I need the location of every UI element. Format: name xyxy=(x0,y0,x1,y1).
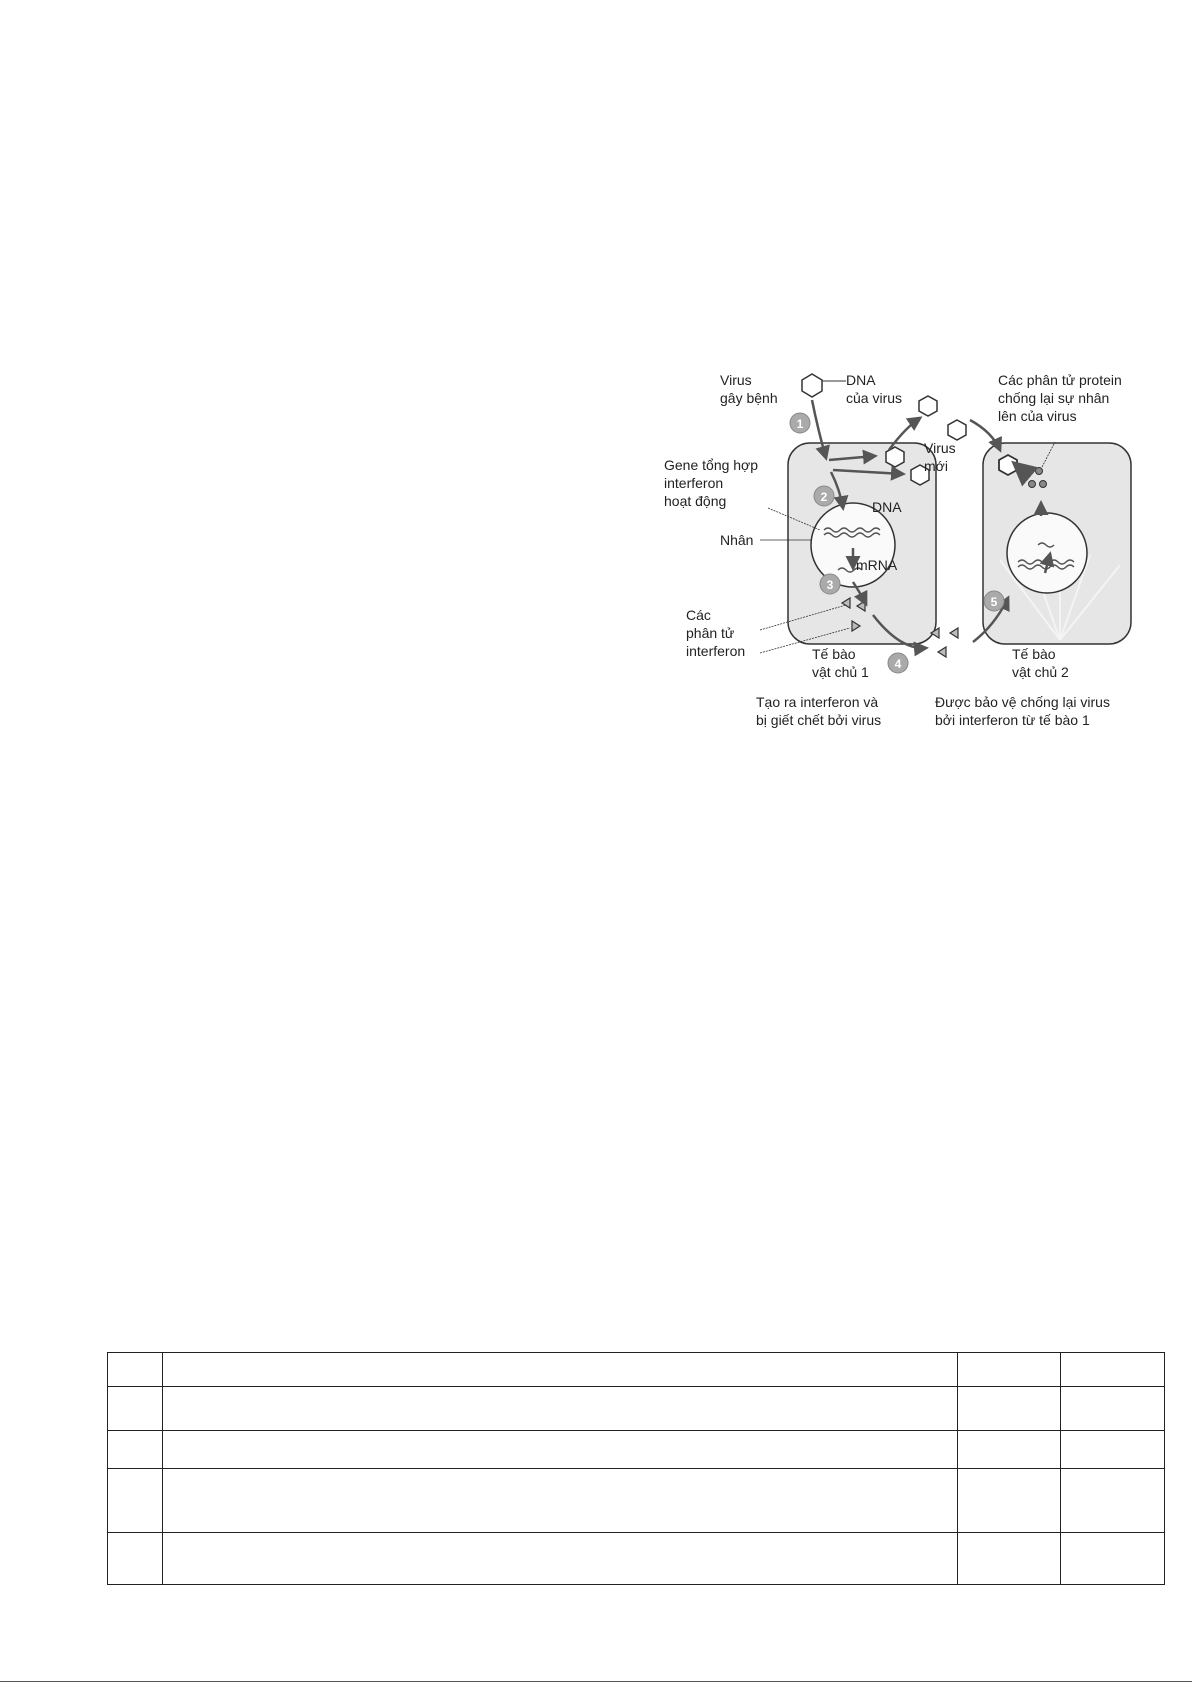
table-cell xyxy=(958,1469,1061,1533)
table-row xyxy=(108,1533,1165,1585)
svg-text:2: 2 xyxy=(820,490,828,504)
label-interferon-gene: Gene tổng hợp interferon hoạt động xyxy=(664,457,759,509)
label-virus-pathogen: Virus gây bệnh xyxy=(720,372,778,406)
label-host-cell-2: Tế bào vật chủ 2 xyxy=(1012,646,1069,680)
table-cell xyxy=(163,1431,958,1469)
virus-pathogen-icon xyxy=(802,374,822,397)
step-5-marker xyxy=(984,591,1004,611)
label-new-virus: Virus mới xyxy=(924,440,956,474)
label-interferon-molecules: Các phân tử interferon xyxy=(686,607,746,659)
table-cell xyxy=(108,1353,163,1387)
new-virus-icon xyxy=(948,420,966,440)
table-cell xyxy=(1061,1431,1165,1469)
table-cell xyxy=(163,1353,958,1387)
step-4-marker xyxy=(888,653,908,673)
table-cell xyxy=(108,1431,163,1469)
table-cell xyxy=(1061,1533,1165,1585)
svg-text:1: 1 xyxy=(796,417,804,431)
table-cell xyxy=(958,1353,1061,1387)
label-host-cell-1: Tế bào vật chủ 1 xyxy=(812,646,869,680)
table-cell xyxy=(958,1431,1061,1469)
table-cell xyxy=(1061,1353,1165,1387)
label-dna: DNA xyxy=(872,499,902,515)
table-cell xyxy=(108,1533,163,1585)
answer-table xyxy=(107,1352,1165,1585)
label-mrna: mRNA xyxy=(856,557,898,573)
footer-rule xyxy=(0,1681,1192,1682)
label-antiviral-proteins: Các phân tử protein chống lại sự nhân lên của virus xyxy=(998,372,1122,424)
label-viral-dna: DNA của virus xyxy=(846,372,903,406)
table-cell xyxy=(1061,1469,1165,1533)
table-cell xyxy=(958,1387,1061,1431)
table-cell xyxy=(958,1533,1061,1585)
table-cell xyxy=(163,1469,958,1533)
step-3-marker xyxy=(820,574,840,594)
new-virus-icon xyxy=(886,447,904,467)
nucleus-1 xyxy=(811,503,895,587)
label-nucleus: Nhân xyxy=(720,532,754,548)
table-cell xyxy=(108,1469,163,1533)
caption-cell-1: Tạo ra interferon và bị giết chết bởi virus xyxy=(756,694,882,728)
svg-text:5: 5 xyxy=(990,595,998,609)
svg-text:3: 3 xyxy=(826,578,834,592)
new-virus-icon xyxy=(919,396,937,416)
step-1-marker xyxy=(790,413,810,433)
step-2-marker xyxy=(814,486,834,506)
table-row xyxy=(108,1469,1165,1533)
interferon-diagram xyxy=(0,0,1192,760)
caption-cell-2: Được bảo vệ chống lại virus bởi interferon từ tế bào 1 xyxy=(935,694,1110,728)
nucleus-2 xyxy=(1007,513,1087,593)
svg-text:4: 4 xyxy=(894,657,902,671)
table-row xyxy=(108,1431,1165,1469)
table-cell xyxy=(108,1387,163,1431)
table-row xyxy=(108,1353,1165,1387)
table-cell xyxy=(163,1533,958,1585)
table-cell xyxy=(163,1387,958,1431)
table-cell xyxy=(1061,1387,1165,1431)
table-row xyxy=(108,1387,1165,1431)
